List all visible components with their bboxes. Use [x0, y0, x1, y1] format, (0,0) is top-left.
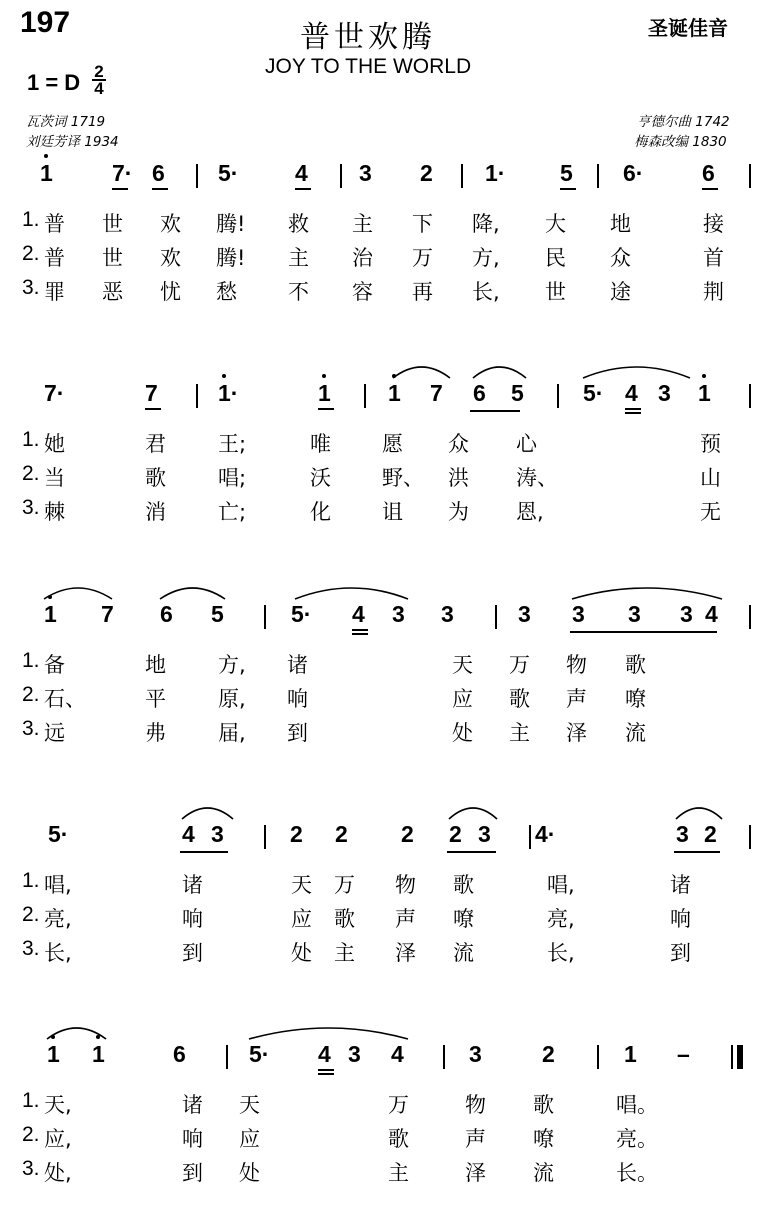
- lyric-syllable: 处,: [44, 1161, 72, 1185]
- note-digit: 6: [173, 1041, 186, 1067]
- lyric-syllable: 心: [516, 432, 537, 456]
- lyric-syllable: 诅: [382, 500, 403, 524]
- lyric-syllable: 欢: [160, 212, 181, 236]
- lyric-syllable: 应,: [44, 1127, 72, 1151]
- verse-number: 1.: [22, 869, 40, 892]
- note-digit: 1: [40, 160, 53, 186]
- lyric-syllable: 山: [700, 466, 721, 490]
- lyric-syllable: 万: [334, 873, 355, 897]
- lyric-syllable: 亮,: [547, 907, 575, 931]
- lyric-syllable: 嘹: [625, 687, 646, 711]
- lyric-syllable: 世: [102, 212, 123, 236]
- verse-number: 2.: [22, 1123, 40, 1146]
- lyric-syllable: 首: [703, 246, 724, 270]
- lyric-syllable: 恶: [102, 280, 123, 304]
- note-digit: 3: [658, 380, 671, 406]
- lyric-syllable: 唯: [310, 432, 331, 456]
- lyric-syllable: 长,: [547, 941, 575, 965]
- note-digit: 5·: [218, 160, 239, 186]
- lyric-syllable: 流: [625, 721, 646, 745]
- note-digit: 1: [44, 601, 57, 627]
- verse-number: 3.: [22, 496, 40, 519]
- note-digit: 3: [478, 821, 491, 847]
- note-digit: 1: [92, 1041, 105, 1067]
- note-digit: 1·: [218, 380, 239, 406]
- note-digit: 3: [628, 601, 641, 627]
- lyric-syllable: 物: [465, 1093, 486, 1117]
- lyric-syllable: 大: [545, 212, 566, 236]
- lyric-syllable: 主: [334, 941, 355, 965]
- lyric-syllable: 方,: [218, 653, 246, 677]
- lyric-syllable: 歌: [334, 907, 355, 931]
- lyric-syllable: 普: [44, 212, 65, 236]
- note-digit: 3: [348, 1041, 361, 1067]
- lyric-syllable: 亡;: [218, 500, 247, 524]
- note-digit: 2: [420, 160, 433, 186]
- note-digit: 4: [625, 380, 638, 406]
- note-digit: 6: [473, 380, 486, 406]
- lyric-syllable: 到: [182, 1161, 203, 1185]
- lyric-syllable: 万: [412, 246, 433, 270]
- composer-credit: 亨德尔曲 1742: [637, 114, 730, 130]
- hymn-title: 普世欢腾: [300, 20, 436, 55]
- lyric-syllable: 远: [44, 721, 65, 745]
- note-digit: 1: [388, 380, 401, 406]
- lyric-syllable: 涛、: [516, 466, 558, 490]
- note-digit: 2: [704, 821, 717, 847]
- lyric-syllable: 欢: [160, 246, 181, 270]
- lyric-syllable: 声: [395, 907, 416, 931]
- lyric-syllable: 流: [533, 1161, 554, 1185]
- lyric-syllable: 万: [509, 653, 530, 677]
- lyric-syllable: 天,: [44, 1093, 72, 1117]
- note-digit: 1·: [485, 160, 506, 186]
- arranger-credit: 梅森改编 1830: [634, 134, 727, 150]
- verse-number: 2.: [22, 683, 40, 706]
- lyric-syllable: 接: [703, 212, 724, 236]
- lyric-syllable: 为: [448, 500, 469, 524]
- verse-number: 2.: [22, 903, 40, 926]
- lyric-syllable: 诸: [182, 873, 203, 897]
- lyric-syllable: 诸: [287, 653, 308, 677]
- hymn-number: 197: [20, 6, 71, 39]
- lyric-syllable: 化: [310, 500, 331, 524]
- verse-number: 2.: [22, 462, 40, 485]
- lyric-syllable: 唱,: [547, 873, 575, 897]
- lyric-syllable: 泽: [465, 1161, 486, 1185]
- lyric-syllable: 君: [145, 432, 166, 456]
- lyric-syllable: 亮。: [616, 1127, 658, 1151]
- lyric-syllable: 腾!: [216, 246, 246, 270]
- lyric-syllable: 响: [670, 907, 691, 931]
- note-digit: 6: [702, 160, 715, 186]
- note-digit: 4: [391, 1041, 404, 1067]
- lyric-syllable: 亮,: [44, 907, 72, 931]
- note-digit: 2: [401, 821, 414, 847]
- note-digit: 1: [47, 1041, 60, 1067]
- lyric-syllable: 弗: [145, 721, 166, 745]
- note-digit: 3: [441, 601, 454, 627]
- note-digit: 5·: [249, 1041, 270, 1067]
- verse-number: 1.: [22, 1089, 40, 1112]
- note-digit: 6: [160, 601, 173, 627]
- lyric-syllable: 王;: [218, 432, 247, 456]
- lyric-syllable: 野、: [382, 466, 424, 490]
- note-digit: 3: [359, 160, 372, 186]
- lyric-syllable: 处: [291, 941, 312, 965]
- verse-number: 3.: [22, 276, 40, 299]
- note-digit: 7: [101, 601, 114, 627]
- lyric-syllable: 忧: [160, 280, 181, 304]
- lyric-syllable: 处: [239, 1161, 260, 1185]
- lyric-syllable: 天: [239, 1093, 260, 1117]
- lyric-syllable: 长,: [472, 280, 500, 304]
- note-digit: 5·: [583, 380, 604, 406]
- note-digit: 3: [680, 601, 693, 627]
- lyric-syllable: 诸: [182, 1093, 203, 1117]
- verse-number: 1.: [22, 649, 40, 672]
- lyric-syllable: 救: [288, 212, 309, 236]
- lyric-syllable: 恩,: [516, 500, 544, 524]
- lyric-syllable: 方,: [472, 246, 500, 270]
- lyric-syllable: 主: [509, 721, 530, 745]
- lyric-syllable: 万: [388, 1093, 409, 1117]
- lyric-syllable: 棘: [44, 500, 65, 524]
- lyric-syllable: 声: [566, 687, 587, 711]
- lyricist-credit: 瓦茨词 1719: [26, 114, 106, 130]
- lyric-syllable: 应: [452, 687, 473, 711]
- lyric-syllable: 唱;: [218, 466, 247, 490]
- note-digit: 7: [145, 380, 158, 406]
- lyric-syllable: 石、: [44, 687, 86, 711]
- note-digit: 4: [318, 1041, 331, 1067]
- lyric-syllable: 物: [566, 653, 587, 677]
- lyric-syllable: 原,: [218, 687, 246, 711]
- lyric-syllable: 降,: [472, 212, 500, 236]
- lyric-syllable: 荆: [703, 280, 724, 304]
- note-digit: 7: [430, 380, 443, 406]
- lyric-syllable: 物: [395, 873, 416, 897]
- lyric-syllable: 歌: [533, 1093, 554, 1117]
- verse-number: 2.: [22, 242, 40, 265]
- note-digit: 2: [290, 821, 303, 847]
- lyric-syllable: 唱。: [616, 1093, 658, 1117]
- lyric-syllable: 消: [145, 500, 166, 524]
- lyric-syllable: 备: [44, 653, 65, 677]
- lyric-syllable: 歌: [388, 1127, 409, 1151]
- verse-number: 1.: [22, 428, 40, 451]
- lyric-syllable: 嘹: [453, 907, 474, 931]
- note-digit: 4·: [535, 821, 556, 847]
- lyric-syllable: 众: [610, 246, 631, 270]
- note-digit: 1: [318, 380, 331, 406]
- lyric-syllable: 当: [44, 466, 65, 490]
- note-digit: 5: [560, 160, 573, 186]
- note-digit: 5·: [291, 601, 312, 627]
- note-digit: 2: [542, 1041, 555, 1067]
- note-digit: 7·: [44, 380, 65, 406]
- lyric-syllable: 世: [102, 246, 123, 270]
- lyric-syllable: 响: [287, 687, 308, 711]
- note-digit: 5·: [48, 821, 69, 847]
- lyric-syllable: 歌: [453, 873, 474, 897]
- note-digit: 3: [392, 601, 405, 627]
- key-signature: 1 = D: [27, 70, 81, 95]
- note-digit: 2: [449, 821, 462, 847]
- english-title: JOY TO THE WORLD: [265, 55, 472, 78]
- lyric-syllable: 平: [145, 687, 166, 711]
- note-digit: 3: [211, 821, 224, 847]
- lyric-syllable: 到: [670, 941, 691, 965]
- lyric-syllable: 届,: [218, 721, 246, 745]
- note-digit: 3: [676, 821, 689, 847]
- verse-number: 1.: [22, 208, 40, 231]
- lyric-syllable: 泽: [395, 941, 416, 965]
- lyric-syllable: 主: [288, 246, 309, 270]
- lyric-syllable: 长。: [616, 1161, 658, 1185]
- lyric-syllable: 流: [453, 941, 474, 965]
- lyric-syllable: 主: [352, 212, 373, 236]
- lyric-syllable: 愿: [382, 432, 403, 456]
- lyric-syllable: 她: [44, 432, 65, 456]
- lyric-syllable: 不: [288, 280, 309, 304]
- lyric-syllable: 无: [700, 500, 721, 524]
- collection-name: 圣诞佳音: [648, 16, 728, 40]
- lyric-syllable: 沃: [310, 466, 331, 490]
- lyric-syllable: 众: [448, 432, 469, 456]
- note-digit: 3: [572, 601, 585, 627]
- lyric-syllable: 预: [700, 432, 721, 456]
- lyric-syllable: 响: [182, 907, 203, 931]
- lyric-syllable: 诸: [670, 873, 691, 897]
- note-digit: –: [677, 1041, 690, 1067]
- lyric-syllable: 地: [145, 653, 166, 677]
- lyric-syllable: 腾!: [216, 212, 246, 236]
- lyric-syllable: 响: [182, 1127, 203, 1151]
- lyric-syllable: 声: [465, 1127, 486, 1151]
- note-digit: 5: [511, 380, 524, 406]
- lyric-syllable: 普: [44, 246, 65, 270]
- time-signature: 2 4: [92, 64, 106, 96]
- lyric-syllable: 天: [291, 873, 312, 897]
- lyric-syllable: 途: [610, 280, 631, 304]
- note-digit: 4: [295, 160, 308, 186]
- note-digit: 5: [211, 601, 224, 627]
- note-digit: 3: [518, 601, 531, 627]
- note-digit: 4: [352, 601, 365, 627]
- lyric-syllable: 嘹: [533, 1127, 554, 1151]
- lyric-syllable: 到: [287, 721, 308, 745]
- lyric-syllable: 天: [452, 653, 473, 677]
- lyric-syllable: 再: [412, 280, 433, 304]
- lyric-syllable: 歌: [625, 653, 646, 677]
- lyric-syllable: 容: [352, 280, 373, 304]
- note-digit: 4: [705, 601, 718, 627]
- lyric-syllable: 罪: [44, 280, 65, 304]
- lyric-syllable: 泽: [566, 721, 587, 745]
- lyric-syllable: 下: [412, 212, 433, 236]
- verse-number: 3.: [22, 937, 40, 960]
- lyric-syllable: 世: [545, 280, 566, 304]
- note-digit: 2: [335, 821, 348, 847]
- note-digit: 6: [152, 160, 165, 186]
- lyric-syllable: 长,: [44, 941, 72, 965]
- note-digit: 1: [698, 380, 711, 406]
- lyric-syllable: 愁: [216, 280, 237, 304]
- note-digit: 1: [624, 1041, 637, 1067]
- lyric-syllable: 治: [352, 246, 373, 270]
- note-digit: 3: [469, 1041, 482, 1067]
- lyric-syllable: 唱,: [44, 873, 72, 897]
- lyric-syllable: 应: [239, 1127, 260, 1151]
- translator-credit: 刘廷芳译 1934: [26, 134, 119, 150]
- lyric-syllable: 应: [291, 907, 312, 931]
- lyric-syllable: 主: [388, 1161, 409, 1185]
- lyric-syllable: 歌: [145, 466, 166, 490]
- lyric-syllable: 歌: [509, 687, 530, 711]
- note-digit: 4: [182, 821, 195, 847]
- lyric-syllable: 到: [182, 941, 203, 965]
- note-digit: 6·: [623, 160, 644, 186]
- note-digit: 7·: [112, 160, 133, 186]
- lyric-syllable: 民: [545, 246, 566, 270]
- verse-number: 3.: [22, 1157, 40, 1180]
- lyric-syllable: 地: [610, 212, 631, 236]
- lyric-syllable: 处: [452, 721, 473, 745]
- verse-number: 3.: [22, 717, 40, 740]
- lyric-syllable: 洪: [448, 466, 469, 490]
